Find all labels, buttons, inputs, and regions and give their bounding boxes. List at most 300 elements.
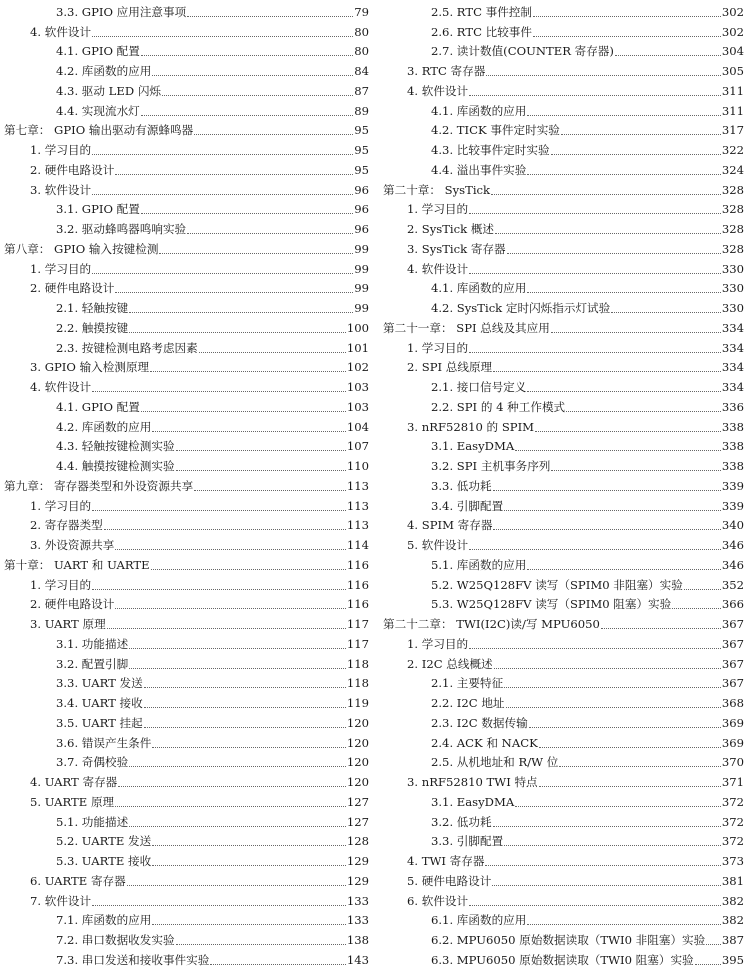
toc-entry-title: 3.5. UART 挂起 xyxy=(56,715,143,730)
toc-entry-title: 4.1. 库函数的应用 xyxy=(431,103,527,118)
toc-entry[interactable] xyxy=(381,770,744,790)
toc-entry[interactable] xyxy=(0,316,369,336)
dot-leader xyxy=(159,253,353,254)
toc-page-number: 129 xyxy=(346,854,369,868)
toc-entry[interactable] xyxy=(0,691,369,711)
dot-leader xyxy=(92,154,353,155)
dot-leader xyxy=(129,766,346,767)
toc-entry[interactable] xyxy=(381,277,744,297)
toc-entry[interactable] xyxy=(0,533,369,553)
toc-entry[interactable] xyxy=(0,711,369,731)
toc-entry-title: 2. 寄存器类型 xyxy=(30,518,103,533)
toc-page-number: 366 xyxy=(721,597,744,612)
toc-entry[interactable] xyxy=(0,751,369,771)
dot-leader xyxy=(194,490,346,491)
toc-page-number: 330 xyxy=(721,281,744,296)
toc-entry[interactable] xyxy=(0,770,369,790)
toc-entry[interactable] xyxy=(0,217,369,237)
toc-page-number: 317 xyxy=(721,123,744,138)
dot-leader xyxy=(104,529,346,530)
toc-column-right xyxy=(381,0,744,968)
dot-leader xyxy=(539,747,721,748)
toc-entry[interactable] xyxy=(0,889,369,909)
dot-leader xyxy=(494,668,721,669)
toc-entry-title: 2.1. 接口信号定义 xyxy=(431,380,527,394)
dot-leader xyxy=(141,411,346,412)
toc-page-number: 110 xyxy=(346,459,369,473)
toc-entry[interactable] xyxy=(381,909,744,929)
toc-entry[interactable] xyxy=(0,277,369,297)
toc-entry-title: 3. RTC 寄存器 xyxy=(407,64,486,78)
toc-entry[interactable] xyxy=(381,217,744,237)
dot-leader xyxy=(115,608,346,609)
toc-page-number: 128 xyxy=(346,834,369,849)
toc-entry[interactable] xyxy=(381,790,744,810)
dot-leader xyxy=(515,806,721,807)
toc-page-number: 302 xyxy=(721,24,744,39)
toc-entry[interactable] xyxy=(381,257,744,277)
dot-leader xyxy=(527,115,720,116)
toc-entry[interactable] xyxy=(381,356,744,376)
toc-entry[interactable] xyxy=(0,810,369,830)
dot-leader xyxy=(486,75,721,76)
toc-page-number: 352 xyxy=(721,577,744,592)
dot-leader xyxy=(469,95,721,96)
toc-entry[interactable] xyxy=(381,336,744,356)
toc-entry[interactable] xyxy=(0,869,369,889)
toc-page-number: 367 xyxy=(721,676,744,691)
toc-entry[interactable] xyxy=(0,494,369,514)
toc-entry[interactable] xyxy=(0,652,369,672)
toc-entry[interactable] xyxy=(0,928,369,948)
toc-entry-title: 2.5. 从机地址和 R/W 位 xyxy=(431,755,559,770)
toc-entry-title: 4.4. 触摸按键检测实验 xyxy=(56,459,175,473)
toc-entry[interactable] xyxy=(0,79,369,99)
toc-page-number: 95 xyxy=(354,143,369,157)
toc-page-number: 338 xyxy=(721,439,744,454)
dot-leader xyxy=(152,865,346,866)
toc-entry[interactable] xyxy=(381,158,744,178)
dot-leader xyxy=(527,391,720,392)
toc-page-number: 116 xyxy=(346,597,369,612)
toc-entry-title: 4. UART 寄存器 xyxy=(30,775,118,789)
toc-entry[interactable] xyxy=(0,99,369,119)
toc-page-number: 373 xyxy=(721,854,744,868)
toc-entry[interactable] xyxy=(381,415,744,435)
toc-entry[interactable] xyxy=(0,632,369,652)
toc-entry[interactable] xyxy=(0,257,369,277)
dot-leader xyxy=(551,470,720,471)
toc-entry[interactable] xyxy=(381,375,744,395)
toc-entry[interactable] xyxy=(0,454,369,474)
dot-leader xyxy=(535,431,721,432)
toc-page-number: 99 xyxy=(354,261,369,276)
toc-entry[interactable] xyxy=(381,573,744,593)
toc-page-number: 334 xyxy=(721,380,744,394)
toc-chapter-entry[interactable] xyxy=(0,553,369,573)
dot-leader xyxy=(469,648,721,649)
toc-page-number: 372 xyxy=(721,814,744,829)
dot-leader xyxy=(469,549,721,550)
toc-page-number: 304 xyxy=(721,44,744,59)
toc-entry-title: 3.7. 奇偶校验 xyxy=(56,755,129,770)
toc-page-number: 96 xyxy=(354,222,369,236)
toc-entry[interactable] xyxy=(381,593,744,613)
toc-entry-title: 6. UARTE 寄存器 xyxy=(30,873,126,888)
dot-leader xyxy=(115,174,353,175)
dot-leader xyxy=(129,648,346,649)
toc-entry-title: 6.2. MPU6050 原始数据读取（TWI0 非阻塞）实验 xyxy=(431,933,706,947)
dot-leader xyxy=(533,16,721,17)
toc-entry[interactable] xyxy=(381,711,744,731)
dot-leader xyxy=(527,292,720,293)
toc-entry[interactable] xyxy=(381,198,744,218)
dot-leader xyxy=(92,194,353,195)
dot-leader xyxy=(115,806,346,807)
toc-entry-title: 4. 软件设计 xyxy=(407,83,469,98)
dot-leader xyxy=(176,450,346,451)
toc-page-number: 367 xyxy=(721,617,744,631)
toc-entry[interactable] xyxy=(0,0,369,20)
toc-entry-title: 4.3. 驱动 LED 闪烁 xyxy=(56,83,162,98)
dot-leader xyxy=(506,707,721,708)
toc-entry[interactable] xyxy=(0,336,369,356)
toc-page-number: 387 xyxy=(721,933,744,947)
dot-leader xyxy=(561,134,721,135)
toc-page-number: 103 xyxy=(346,380,369,394)
toc-entry[interactable] xyxy=(381,99,744,119)
toc-page-number: 102 xyxy=(346,360,369,375)
dot-leader xyxy=(529,727,721,728)
toc-page-number: 133 xyxy=(346,913,369,928)
dot-leader xyxy=(504,687,721,688)
toc-entry[interactable] xyxy=(381,889,744,909)
toc-page-number: 330 xyxy=(721,301,744,315)
toc-entry-title: 第二十章： SysTick xyxy=(383,182,491,197)
toc-page-number: 334 xyxy=(721,360,744,375)
toc-entry[interactable] xyxy=(0,178,369,198)
toc-entry[interactable] xyxy=(381,652,744,672)
toc-entry[interactable] xyxy=(381,237,744,257)
dot-leader xyxy=(527,924,720,925)
toc-page-number: 143 xyxy=(346,952,369,967)
toc-page-number: 334 xyxy=(721,340,744,355)
toc-page-number: 127 xyxy=(346,814,369,829)
toc-page-number: 118 xyxy=(346,656,369,671)
toc-page-number: 346 xyxy=(721,538,744,552)
dot-leader xyxy=(118,786,346,787)
toc-page-number: 101 xyxy=(346,340,369,355)
toc-entry[interactable] xyxy=(0,612,369,632)
dot-leader xyxy=(176,944,346,945)
toc-entry[interactable] xyxy=(381,138,744,158)
toc-entry[interactable] xyxy=(0,909,369,929)
toc-page-number: 118 xyxy=(346,676,369,691)
toc-entry[interactable] xyxy=(0,158,369,178)
toc-page-number: 368 xyxy=(721,696,744,710)
toc-entry-title: 2. SPI 总线原理 xyxy=(407,360,493,375)
toc-entry-title: 2.5. RTC 事件控制 xyxy=(431,4,532,19)
toc-entry-title: 2.2. I2C 地址 xyxy=(431,696,505,710)
toc-page-number: 80 xyxy=(354,24,369,39)
toc-page-number: 96 xyxy=(354,182,369,197)
toc-page-number: 133 xyxy=(346,893,369,908)
toc-page-number: 371 xyxy=(721,775,744,789)
toc-entry-title: 4. 软件设计 xyxy=(407,261,469,276)
toc-entry[interactable] xyxy=(381,553,744,573)
dot-leader xyxy=(162,95,353,96)
toc-entry[interactable] xyxy=(381,928,744,948)
toc-page-number: 372 xyxy=(721,834,744,849)
toc-page-number: 117 xyxy=(346,617,369,631)
toc-entry[interactable] xyxy=(0,790,369,810)
dot-leader xyxy=(504,845,721,846)
toc-entry[interactable] xyxy=(381,731,744,751)
dot-leader xyxy=(129,668,346,669)
toc-page-number: 138 xyxy=(346,933,369,947)
toc-entry[interactable] xyxy=(381,59,744,79)
toc-page-number: 322 xyxy=(721,143,744,157)
toc-chapter-entry[interactable] xyxy=(381,612,744,632)
dot-leader xyxy=(141,55,353,56)
dot-leader xyxy=(141,213,353,214)
toc-entry-title: 5.1. 功能描述 xyxy=(56,814,129,829)
toc-page-number: 302 xyxy=(721,4,744,19)
toc-entry-title: 3.4. 引脚配置 xyxy=(431,498,504,513)
toc-column-left xyxy=(0,0,369,968)
toc-page-number: 127 xyxy=(346,794,369,809)
toc-entry[interactable] xyxy=(381,435,744,455)
toc-chapter-entry[interactable] xyxy=(0,119,369,139)
toc-entry[interactable] xyxy=(0,296,369,316)
dot-leader xyxy=(176,470,346,471)
toc-entry-title: 3. 软件设计 xyxy=(30,182,92,197)
toc-entry-title: 3. GPIO 输入检测原理 xyxy=(30,360,150,375)
toc-page-number: 328 xyxy=(721,222,744,236)
toc-entry-title: 1. 学习目的 xyxy=(30,261,92,276)
toc-entry[interactable] xyxy=(0,849,369,869)
toc-entry[interactable] xyxy=(381,40,744,60)
dot-leader xyxy=(495,233,721,234)
toc-entry[interactable] xyxy=(381,494,744,514)
toc-entry-title: 7. 软件设计 xyxy=(30,893,92,908)
dot-leader xyxy=(469,273,721,274)
toc-page-number: 89 xyxy=(354,103,369,118)
dot-leader xyxy=(469,213,721,214)
toc-entry-title: 4.2. TICK 事件定时实验 xyxy=(431,123,560,138)
toc-page-number: 129 xyxy=(346,873,369,888)
dot-leader xyxy=(129,312,353,313)
toc-entry[interactable] xyxy=(0,573,369,593)
dot-leader xyxy=(129,332,346,333)
dot-leader xyxy=(92,36,353,37)
dot-leader xyxy=(127,885,346,886)
toc-entry-title: 2. I2C 总线概述 xyxy=(407,656,493,671)
toc-page-number: 120 xyxy=(346,775,369,789)
toc-entry-title: 3.2. SPI 主机事务序列 xyxy=(431,459,551,473)
toc-entry-title: 4.1. 库函数的应用 xyxy=(431,281,527,296)
toc-entry[interactable] xyxy=(381,632,744,652)
dot-leader xyxy=(491,194,721,195)
toc-entry-title: 5.3. UARTE 接收 xyxy=(56,854,152,868)
toc-entry-title: 3.3. GPIO 应用注意事项 xyxy=(56,4,187,19)
dot-leader xyxy=(684,589,721,590)
toc-page-number: 311 xyxy=(721,83,744,98)
toc-entry[interactable] xyxy=(0,731,369,751)
toc-entry-title: 3. nRF52810 的 SPIM xyxy=(407,419,535,434)
toc-entry[interactable] xyxy=(0,198,369,218)
toc-entry-title: 第二十一章： SPI 总线及其应用 xyxy=(383,320,550,335)
toc-entry[interactable] xyxy=(0,138,369,158)
toc-page-number: 104 xyxy=(346,419,369,434)
toc-entry-title: 1. 学习目的 xyxy=(407,202,469,217)
toc-chapter-entry[interactable] xyxy=(381,316,744,336)
toc-entry-title: 6.3. MPU6050 原始数据读取（TWI0 阻塞）实验 xyxy=(431,952,694,967)
toc-page-number: 95 xyxy=(354,162,369,177)
toc-entry[interactable] xyxy=(0,59,369,79)
toc-entry-title: 3.4. UART 接收 xyxy=(56,696,143,710)
toc-entry-title: 2. 硬件电路设计 xyxy=(30,281,115,296)
dot-leader xyxy=(144,707,346,708)
toc-page-number: 369 xyxy=(721,735,744,750)
toc-entry-title: 1. 学习目的 xyxy=(30,498,92,513)
toc-entry[interactable] xyxy=(381,810,744,830)
toc-page-number: 336 xyxy=(721,399,744,414)
toc-page-number: 96 xyxy=(354,202,369,217)
toc-entry-title: 2.2. 触摸按键 xyxy=(56,320,129,335)
toc-entry[interactable] xyxy=(0,514,369,534)
dot-leader xyxy=(695,964,721,965)
toc-entry-title: 5. 软件设计 xyxy=(407,538,469,552)
dot-leader xyxy=(129,826,346,827)
toc-chapter-entry[interactable] xyxy=(0,474,369,494)
dot-leader xyxy=(199,352,346,353)
toc-entry[interactable] xyxy=(0,830,369,850)
toc-entry-title: 4.1. GPIO 配置 xyxy=(56,399,140,414)
toc-entry[interactable] xyxy=(381,691,744,711)
toc-page-number: 103 xyxy=(346,399,369,414)
dot-leader xyxy=(152,845,346,846)
toc-entry[interactable] xyxy=(381,79,744,99)
dot-leader xyxy=(144,727,346,728)
toc-page-number: 381 xyxy=(721,873,744,888)
dot-leader xyxy=(493,826,721,827)
toc-page-number: 328 xyxy=(721,202,744,217)
dot-leader xyxy=(527,174,720,175)
toc-entry-title: 2. 硬件电路设计 xyxy=(30,597,115,612)
toc-page-number: 330 xyxy=(721,261,744,276)
toc-entry[interactable] xyxy=(381,751,744,771)
toc-entry[interactable] xyxy=(381,672,744,692)
toc-entry[interactable] xyxy=(0,20,369,40)
toc-page-number: 334 xyxy=(721,320,744,335)
toc-entry[interactable] xyxy=(0,593,369,613)
dot-leader xyxy=(539,786,721,787)
toc-entry-title: 3.3. 低功耗 xyxy=(431,478,492,493)
toc-entry[interactable] xyxy=(0,375,369,395)
toc-entry-title: 1. 学习目的 xyxy=(30,577,92,592)
dot-leader xyxy=(493,490,721,491)
toc-entry[interactable] xyxy=(381,119,744,139)
toc-entry-title: 2.7. 读计数值(COUNTER 寄存器) xyxy=(431,44,614,59)
toc-entry[interactable] xyxy=(0,356,369,376)
toc-entry-title: 5.2. UARTE 发送 xyxy=(56,834,152,849)
toc-page-number: 84 xyxy=(354,64,369,78)
toc-entry[interactable] xyxy=(0,672,369,692)
toc-page-number: 372 xyxy=(721,794,744,809)
toc-entry-title: 2.6. RTC 比较事件 xyxy=(431,24,532,39)
toc-entry-title: 3.2. 配置引脚 xyxy=(56,656,129,671)
dot-leader xyxy=(527,569,720,570)
toc-entry[interactable] xyxy=(381,454,744,474)
toc-entry-title: 3. SysTick 寄存器 xyxy=(407,241,506,256)
toc-entry-title: 第十章： UART 和 UARTE xyxy=(4,557,150,572)
toc-entry[interactable] xyxy=(381,0,744,20)
toc-chapter-entry[interactable] xyxy=(381,178,744,198)
dot-leader xyxy=(152,75,353,76)
toc-entry[interactable] xyxy=(0,948,369,968)
toc-entry-title: 5.3. W25Q128FV 读写（SPIM0 阻塞）实验 xyxy=(431,597,672,612)
toc-entry[interactable] xyxy=(381,948,744,968)
toc-entry-title: 4.1. GPIO 配置 xyxy=(56,44,140,59)
toc-entry[interactable] xyxy=(381,296,744,316)
toc-page-number: 382 xyxy=(721,913,744,928)
toc-entry[interactable] xyxy=(381,514,744,534)
toc-page-number: 395 xyxy=(721,952,744,967)
toc-entry-title: 4.3. 比较事件定时实验 xyxy=(431,143,550,157)
toc-entry[interactable] xyxy=(381,395,744,415)
toc-entry-title: 4. TWI 寄存器 xyxy=(407,854,485,868)
toc-entry-title: 4.2. SysTick 定时闪烁指示灯试验 xyxy=(431,301,611,315)
toc-entry[interactable] xyxy=(0,415,369,435)
toc-page-number: 87 xyxy=(354,83,369,98)
dot-leader xyxy=(533,36,721,37)
toc-entry-title: 3.1. GPIO 配置 xyxy=(56,202,140,217)
toc-entry[interactable] xyxy=(0,435,369,455)
toc-entry[interactable] xyxy=(381,830,744,850)
toc-entry-title: 2.4. ACK 和 NACK xyxy=(431,735,538,750)
dot-leader xyxy=(559,766,721,767)
dot-leader xyxy=(92,273,353,274)
toc-entry-title: 6.1. 库函数的应用 xyxy=(431,913,527,928)
toc-page-number: 120 xyxy=(346,755,369,770)
toc-entry[interactable] xyxy=(381,533,744,553)
toc-entry[interactable] xyxy=(0,395,369,415)
toc-page-number: 113 xyxy=(346,498,369,513)
dot-leader xyxy=(493,371,721,372)
toc-page-number: 382 xyxy=(721,893,744,908)
dot-leader xyxy=(144,687,346,688)
toc-page-number: 120 xyxy=(346,735,369,750)
toc-entry-title: 4. 软件设计 xyxy=(30,24,92,39)
toc-entry[interactable] xyxy=(381,474,744,494)
toc-entry-title: 4. 软件设计 xyxy=(30,380,92,394)
toc-page-number: 100 xyxy=(346,320,369,335)
dot-leader xyxy=(92,589,346,590)
toc-chapter-entry[interactable] xyxy=(0,237,369,257)
toc-entry[interactable] xyxy=(381,849,744,869)
toc-entry-title: 3.2. 驱动蜂鸣器鸣响实验 xyxy=(56,222,187,236)
toc-entry-title: 4.2. 库函数的应用 xyxy=(56,419,152,434)
toc-page-number: 328 xyxy=(721,182,744,197)
toc-entry[interactable] xyxy=(0,40,369,60)
dot-leader xyxy=(210,964,346,965)
dot-leader xyxy=(469,352,721,353)
toc-entry-title: 3.1. EasyDMA xyxy=(431,439,515,454)
toc-entry-title: 3.3. UART 发送 xyxy=(56,676,143,691)
toc-entry[interactable] xyxy=(381,20,744,40)
toc-entry[interactable] xyxy=(381,869,744,889)
